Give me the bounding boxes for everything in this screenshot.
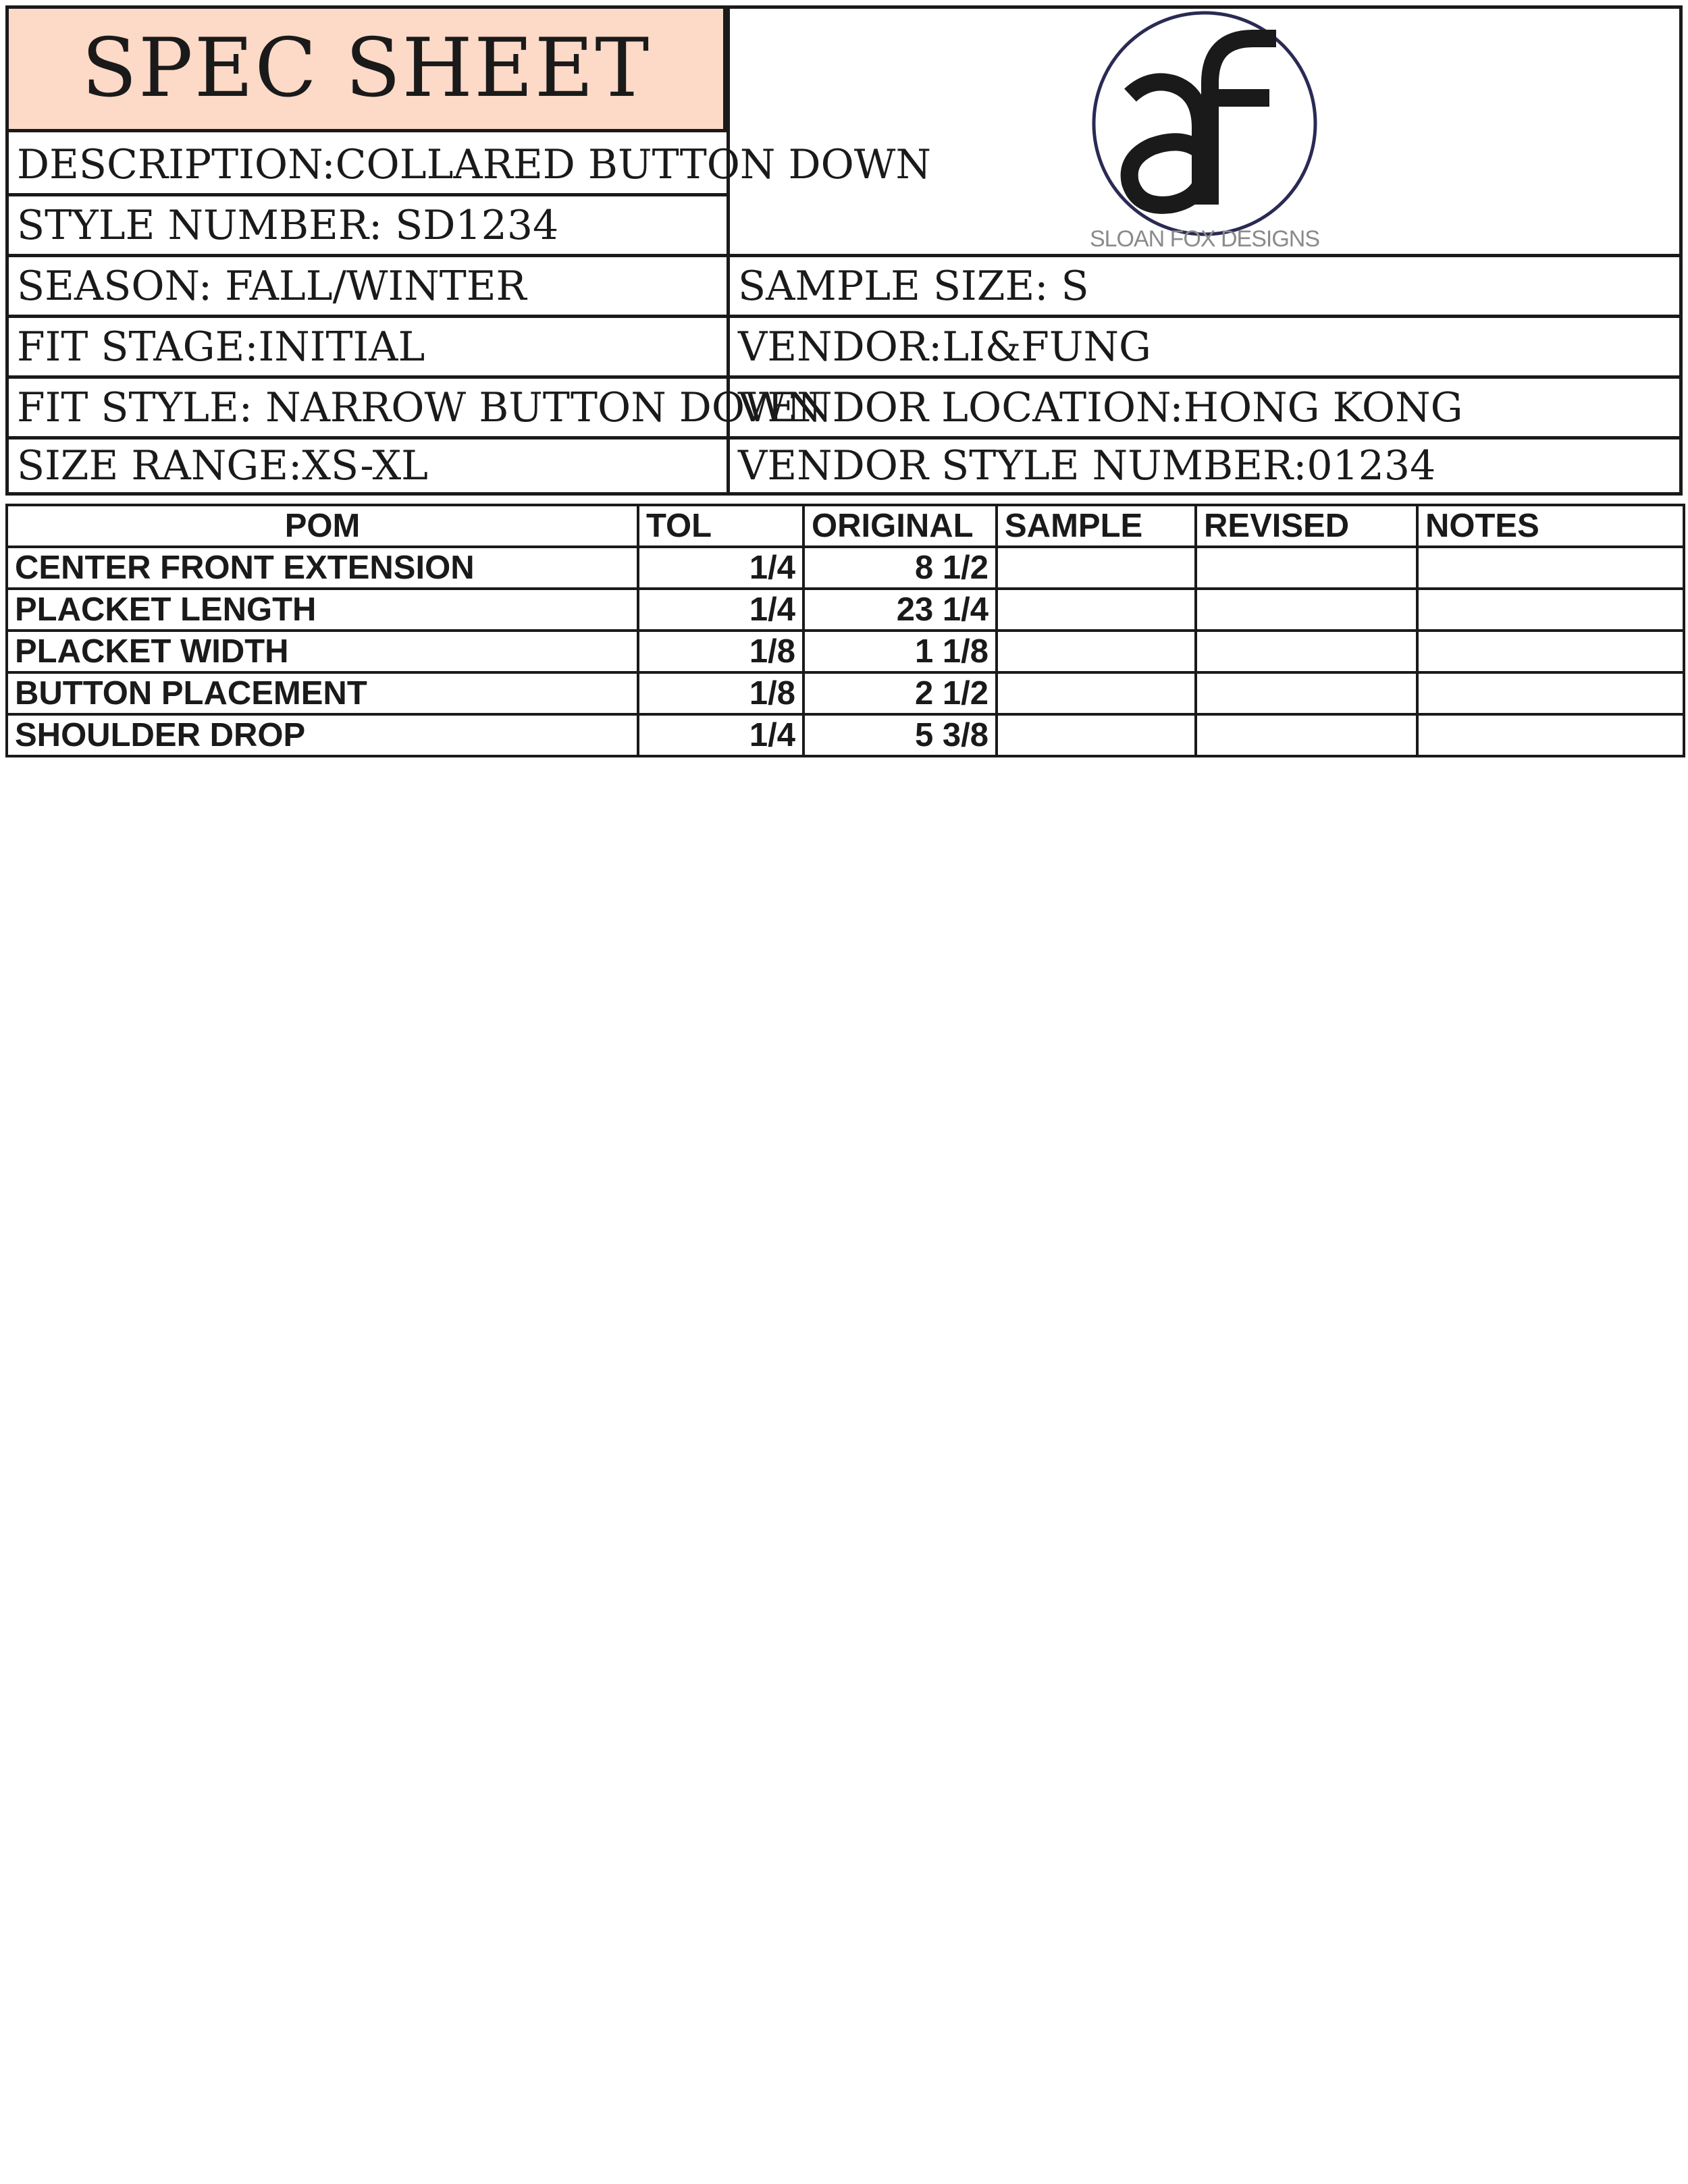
revised-cell[interactable] [1196, 547, 1417, 589]
revised-cell[interactable] [1196, 631, 1417, 672]
column-header-original: ORIGINAL [803, 505, 997, 547]
column-header-tol: TOL [638, 505, 803, 547]
revised-cell[interactable] [1196, 589, 1417, 631]
spec-header [5, 5, 1683, 496]
sample-cell[interactable] [997, 589, 1196, 631]
column-header-notes: NOTES [1417, 505, 1684, 547]
original-cell: 2 1/2 [803, 672, 997, 714]
column-header-sample: SAMPLE [997, 505, 1196, 547]
tol-cell: 1/8 [638, 672, 803, 714]
sample-cell[interactable] [997, 547, 1196, 589]
vendor-field: VENDOR:LI&FUNG [738, 323, 1151, 371]
size-range-field: SIZE RANGE:XS-XL [17, 442, 429, 489]
pom-cell: BUTTON PLACEMENT [7, 672, 638, 714]
table-row [7, 589, 1684, 631]
tol-cell: 1/4 [638, 547, 803, 589]
sample-cell[interactable] [997, 714, 1196, 756]
table-row [7, 714, 1684, 756]
notes-cell[interactable] [1417, 714, 1684, 756]
description-field: DESCRIPTION:COLLARED BUTTON DOWN [17, 140, 931, 188]
revised-cell[interactable] [1196, 672, 1417, 714]
table-row [7, 672, 1684, 714]
column-header-revised: REVISED [1196, 505, 1417, 547]
tol-cell: 1/8 [638, 631, 803, 672]
spec-sheet [5, 5, 1685, 753]
original-cell: 8 1/2 [803, 547, 997, 589]
notes-cell[interactable] [1417, 631, 1684, 672]
original-cell: 1 1/8 [803, 631, 997, 672]
tol-cell: 1/4 [638, 714, 803, 756]
table-header-row [7, 505, 1684, 547]
notes-cell[interactable] [1417, 547, 1684, 589]
pom-cell: SHOULDER DROP [7, 714, 638, 756]
sample-cell[interactable] [997, 672, 1196, 714]
tol-cell: 1/4 [638, 589, 803, 631]
af-monogram-icon [1076, 9, 1333, 253]
sample-size-field: SAMPLE SIZE: S [738, 262, 1089, 310]
vendor-location-field: VENDOR LOCATION:HONG KONG [738, 383, 1463, 431]
revised-cell[interactable] [1196, 714, 1417, 756]
pom-cell: PLACKET WIDTH [7, 631, 638, 672]
notes-cell[interactable] [1417, 672, 1684, 714]
fit-stage-field: FIT STAGE:INITIAL [17, 323, 425, 371]
season-field: SEASON: FALL/WINTER [17, 262, 527, 310]
pom-cell: CENTER FRONT EXTENSION [7, 547, 638, 589]
pom-cell: PLACKET LENGTH [7, 589, 638, 631]
table-row [7, 547, 1684, 589]
logo [730, 9, 1679, 255]
original-cell: 23 1/4 [803, 589, 997, 631]
pom-table [5, 504, 1685, 757]
page-title: SPEC SHEET [9, 9, 727, 132]
style-number-field: STYLE NUMBER: SD1234 [17, 201, 559, 249]
column-header-pom: POM [7, 505, 638, 547]
sample-cell[interactable] [997, 631, 1196, 672]
vendor-style-number-field: VENDOR STYLE NUMBER:01234 [738, 442, 1436, 489]
table-row [7, 631, 1684, 672]
notes-cell[interactable] [1417, 589, 1684, 631]
original-cell: 5 3/8 [803, 714, 997, 756]
brand-name: SLOAN FOX DESIGNS [1089, 226, 1320, 252]
fit-style-field: FIT STYLE: NARROW BUTTON DOWN [17, 383, 822, 431]
